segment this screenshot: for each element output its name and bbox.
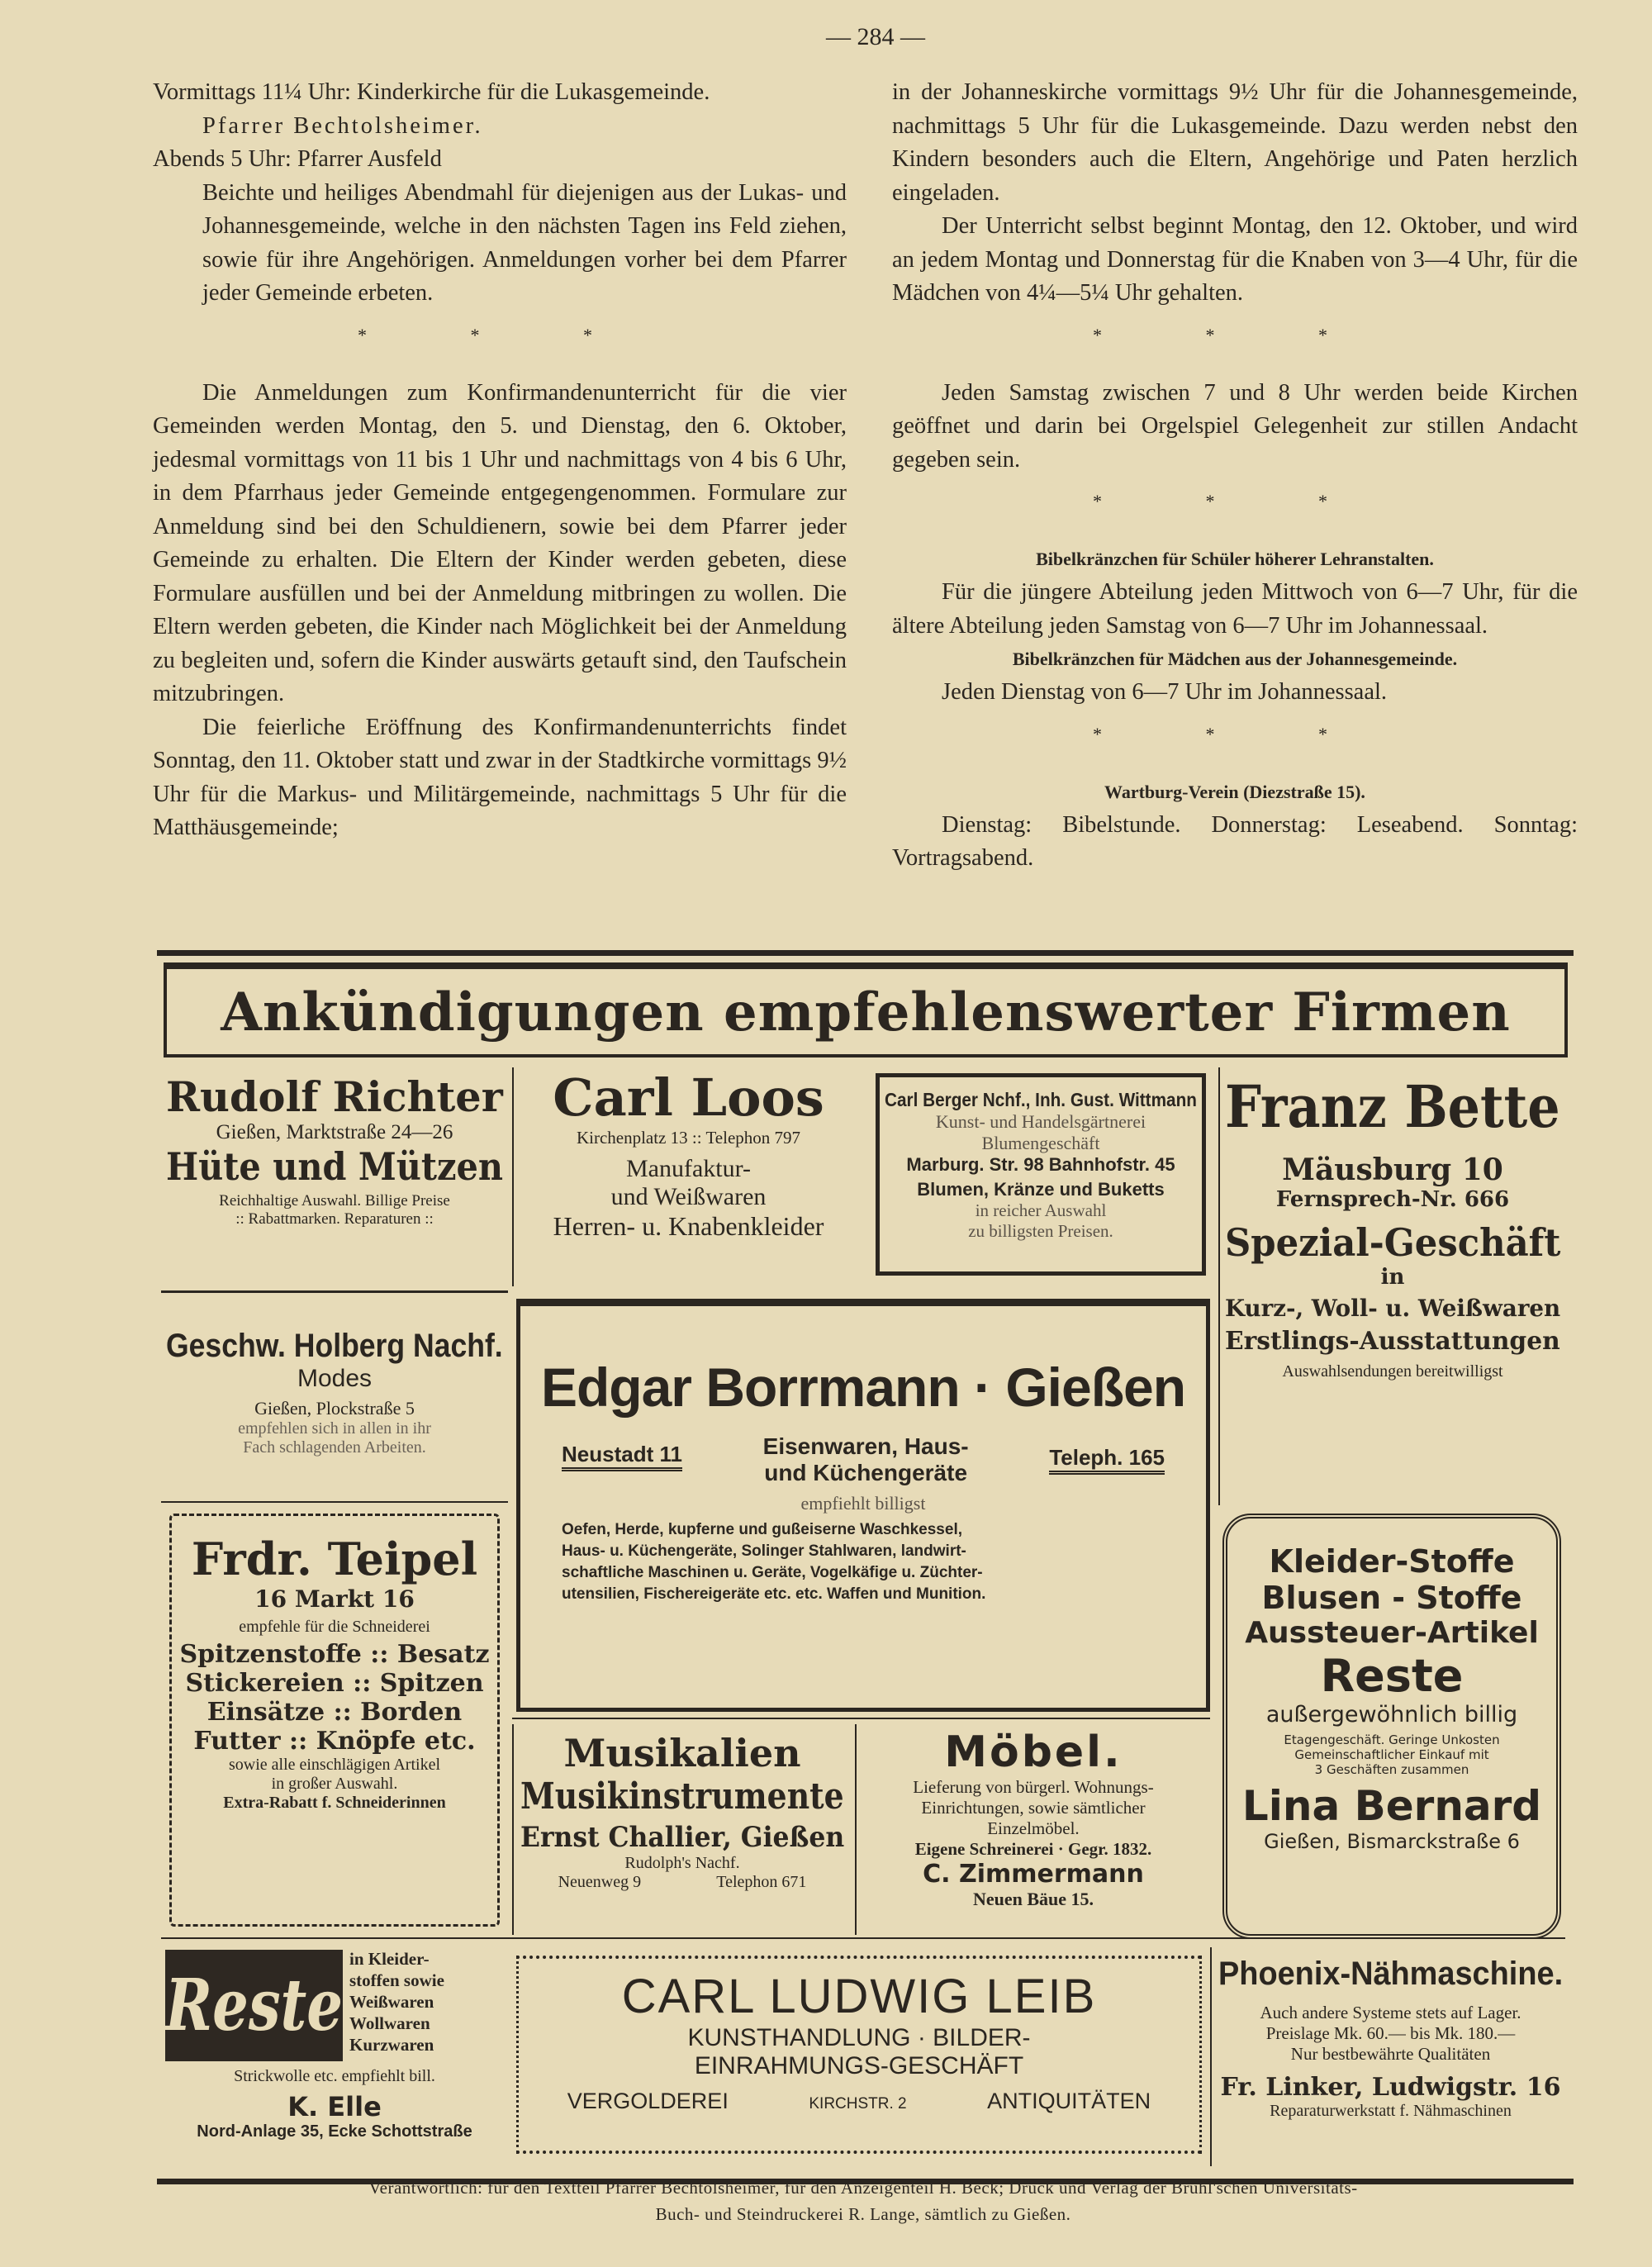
ad-phoenix-naehmaschine bbox=[1210, 1947, 1569, 2166]
ad-line: Nur bestbewährte Qualitäten bbox=[1290, 2044, 1491, 2064]
ad-edgar-borrmann bbox=[516, 1299, 1210, 1712]
reste-logo-text: Reste bbox=[165, 1964, 343, 2047]
section-heading: Bibelkränzchen für Schüler höherer Lehranstalten. bbox=[1036, 549, 1434, 569]
ad-line: VERGOLDEREI bbox=[567, 2089, 729, 2113]
ads-title: Ankündigungen empfehlenswerter Firmen bbox=[221, 981, 1511, 1043]
ad-line: C. Zimmermann bbox=[923, 1860, 1144, 1889]
advertisement-section bbox=[157, 950, 1574, 2184]
ad-line: Extra-Rabatt f. Schneiderinnen bbox=[223, 1794, 446, 1812]
paragraph: in der Johanneskirche vormittags 9½ Uhr für die Johannesgemeinde, nachmittags 5 Uhr für die Lukasgemeinde. Dazu werden nebst den Kindern besonders auch die Eltern, Angehörige und Paten herzlich eingeladen. bbox=[892, 79, 1578, 206]
ad-phone: Teleph. 165 bbox=[1049, 1445, 1165, 1475]
ad-line: Mäusburg 10 bbox=[1282, 1153, 1503, 1187]
ad-line: Spezial-Geschäft bbox=[1225, 1220, 1561, 1265]
paragraph: Jeden Samstag zwischen 7 und 8 Uhr werden beide Kirchen geöffnet und darin bei Orgelspiel Gelegenheit zur stillen Andacht gegeben sein. bbox=[892, 379, 1578, 473]
ad-line: Lieferung von bürgerl. Wohnungs- bbox=[913, 1777, 1154, 1797]
ad-line: Oefen, Herde, kupferne und gußeiserne Waschkessel, bbox=[562, 1521, 963, 1538]
ad-heading: Franz Bette bbox=[1225, 1072, 1560, 1141]
ad-line: Manufaktur- bbox=[625, 1155, 751, 1182]
imprint-line: Buch- und Steindruckerei R. Lange, sämtlich zu Gießen. bbox=[655, 2204, 1071, 2224]
paragraph: Jeden Dienstag von 6—7 Uhr im Johannessaal. bbox=[942, 679, 1388, 705]
divider bbox=[512, 1718, 1210, 1719]
ad-line: und Weißwaren bbox=[610, 1183, 767, 1210]
paragraph: Die feierliche Eröffnung des Konfirmandenunterrichts findet Sonntag, den 11. Oktober statt und zwar in der Stadtkirche vormittags 9½ Uhr für die Markus- und Militärgemeinde, nachmittags 5 Uhr für die Matthäusgemeinde; bbox=[153, 714, 847, 840]
ad-carl-loos bbox=[512, 1067, 863, 1286]
ad-line: EINRAHMUNGS-GESCHÄFT bbox=[694, 2052, 1024, 2079]
ad-line: Nord-Anlage 35, Ecke Schottstraße bbox=[197, 2122, 472, 2141]
right-column bbox=[892, 76, 1578, 876]
ad-line: Kurz-, Woll- u. Weißwaren bbox=[1225, 1295, 1561, 1322]
ad-line: :: Rabattmarken. Reparaturen :: bbox=[235, 1210, 434, 1228]
paragraph: Vormittags 11¼ Uhr: Kinderkirche für die Lukasgemeinde. bbox=[153, 79, 710, 105]
ad-heading: CARL LUDWIG LEIB bbox=[621, 1970, 1097, 2023]
ad-line: Kleider-Stoffe bbox=[1269, 1543, 1515, 1580]
ad-line: Kunst- und Handelsgärtnerei bbox=[935, 1111, 1146, 1132]
paragraph: Abends 5 Uhr: Pfarrer Ausfeld bbox=[153, 146, 442, 172]
ad-line: Auch andere Systeme stets auf Lager. bbox=[1260, 2003, 1521, 2022]
ad-line: Weißwaren bbox=[349, 1992, 434, 2012]
ad-line: Erstlings-Ausstattungen bbox=[1225, 1327, 1560, 1356]
ad-line: Musikinstrumente bbox=[520, 1775, 844, 1818]
separator-stars: * * * bbox=[1093, 324, 1377, 345]
paragraph: Pfarrer Bechtolsheimer. bbox=[202, 112, 483, 139]
ad-line: Einrichtungen, sowie sämtlicher bbox=[921, 1798, 1146, 1818]
ad-carl-ludwig-leib bbox=[516, 1956, 1202, 2154]
ad-geschw-holberg bbox=[161, 1303, 508, 1497]
ad-phone: Telephon 671 bbox=[716, 1873, 807, 1891]
ad-line: Einzelmöbel. bbox=[987, 1818, 1080, 1838]
ad-line: empfiehlt billigst bbox=[800, 1493, 926, 1514]
ad-heading: Rudolf Richter bbox=[166, 1072, 503, 1121]
ad-line: Kirchenplatz 13 :: Telephon 797 bbox=[576, 1128, 801, 1148]
ad-heading: Carl Berger Nchf., Inh. Gust. Wittmann bbox=[885, 1089, 1197, 1110]
ad-line: außergewöhnlich billig bbox=[1265, 1702, 1518, 1728]
ad-line: Stickereien :: Spitzen bbox=[185, 1669, 484, 1698]
ad-line: empfehlen sich in allen in ihr bbox=[238, 1419, 431, 1438]
reste-logo bbox=[165, 1950, 343, 2061]
ad-rudolf-richter bbox=[161, 1067, 508, 1286]
ad-line: Fr. Linker, Ludwigstr. 16 bbox=[1220, 2073, 1561, 2102]
ad-heading: Edgar Borrmann · Gießen bbox=[540, 1357, 1186, 1418]
ad-heading: Carl Loos bbox=[553, 1067, 824, 1128]
ad-heading: K. Elle bbox=[287, 2091, 382, 2122]
ad-line: ANTIQUITÄTEN bbox=[987, 2089, 1151, 2113]
ad-line: Haus- u. Küchengeräte, Solinger Stahlwaren, landwirt- bbox=[562, 1542, 966, 1560]
section-heading: Bibelkränzchen für Mädchen aus der Johannesgemeinde. bbox=[1012, 649, 1458, 669]
ad-line: und Küchengeräte bbox=[764, 1460, 968, 1485]
ad-line: stoffen sowie bbox=[349, 1970, 444, 1990]
separator-stars: * * * bbox=[1093, 491, 1377, 511]
ad-line: Futter :: Knöpfe etc. bbox=[193, 1727, 476, 1756]
ad-line: Fach schlagenden Arbeiten. bbox=[243, 1438, 426, 1457]
ad-heading: Musikalien bbox=[563, 1731, 801, 1775]
page-number: — 284 — bbox=[826, 23, 925, 50]
divider bbox=[161, 1501, 508, 1503]
imprint-line: Verantwortlich: für den Textteil Pfarrer Bechtolsheimer, für den Anzeigenteil H. Beck; Druck und Verlag der Brühl'schen Universitäts- bbox=[368, 2178, 1358, 2198]
paragraph: Dienstag: Bibelstunde. Donnerstag: Leseabend. Sonntag: Vortragsabend. bbox=[892, 811, 1578, 871]
ad-line: Spitzenstoffe :: Besatz bbox=[179, 1640, 490, 1669]
ad-address: KIRCHSTR. 2 bbox=[809, 2095, 907, 2113]
ad-line: Kurzwaren bbox=[349, 2035, 434, 2055]
ad-line: Neuen Bäue 15. bbox=[972, 1889, 1094, 1909]
ad-line: Gemeinschaftlicher Einkauf mit bbox=[1294, 1747, 1489, 1762]
ad-line: Ernst Challier, Gießen bbox=[520, 1821, 845, 1854]
ad-line: Blusen - Stoffe bbox=[1261, 1580, 1522, 1616]
section-heading: Wartburg-Verein (Diezstraße 15). bbox=[1104, 781, 1365, 802]
ad-line: Blumengeschäft bbox=[981, 1133, 1100, 1153]
ad-line: Etagengeschäft. Geringe Unkosten bbox=[1284, 1732, 1500, 1747]
ad-line: empfehle für die Schneiderei bbox=[239, 1618, 430, 1636]
ad-line: Rudolph's Nachf. bbox=[624, 1854, 740, 1872]
ad-line: in Kleider- bbox=[349, 1949, 430, 1969]
ad-heading: Lina Bernard bbox=[1241, 1782, 1542, 1830]
ads-title-banner bbox=[164, 962, 1568, 1057]
ad-k-elle bbox=[161, 1943, 508, 2166]
separator-stars: * * * bbox=[358, 324, 642, 345]
paragraph: Beichte und heiliges Abendmahl für diejenigen aus der Lukas- und Johannesgemeinde, welche in den nächsten Tagen ins Feld ziehen, sowie für ihre Angehörigen. Anmeldungen vorher bei dem Pfarrer jeder Gemeinde erbeten. bbox=[202, 179, 847, 306]
ad-line: Blumen, Kränze und Buketts bbox=[917, 1179, 1165, 1200]
ad-frdr-teipel bbox=[169, 1514, 500, 1927]
paragraph: Die Anmeldungen zum Konfirmandenunterricht für die vier Gemeinden werden Montag, den 5. und Dienstag, den 6. Oktober, jedesmal vormittags von 11 bis 1 Uhr und nachmittags von 4 bis 6 Uhr, in dem Pfarrhaus jeder Gemeinde entgegengenommen. Formulare zur Anmeldung sind bei den Schuldienern, sowie bei dem Pfarrer jeder Gemeinde zu erhalten. Die Eltern der Kinder werden gebeten, diese Formulare ausfüllen und bei der Anmeldung mitbringen zu wollen. Die Eltern werden gebeten, die Kinder nach Möglichkeit bei der Anmeldung zu begleiten und, sofern die Kinder auswärts getauft sind, den Taufschein mitzubringen. bbox=[153, 379, 847, 706]
paragraph: Der Unterricht selbst beginnt Montag, den 12. Oktober, und wird an jedem Montag und Donnerstag für die Knaben von 3—4 Uhr, für die Mädchen von 4¼—5¼ Uhr gehalten. bbox=[892, 213, 1578, 306]
ad-line: Strickwolle etc. empfiehlt bill. bbox=[234, 2067, 435, 2085]
ad-line: Gießen, Plockstraße 5 bbox=[254, 1398, 415, 1419]
ad-line: Marburg. Str. 98 Bahnhofstr. 45 bbox=[906, 1154, 1175, 1175]
ad-carl-berger bbox=[876, 1073, 1206, 1276]
ad-line: Fernsprech-Nr. 666 bbox=[1275, 1187, 1510, 1212]
separator-stars: * * * bbox=[1093, 723, 1377, 744]
ad-line: in großer Auswahl. bbox=[271, 1775, 398, 1793]
ad-line: schaftliche Maschinen u. Geräte, Vogelkäfige u. Züchter- bbox=[562, 1564, 983, 1581]
ad-line: Einsätze :: Borden bbox=[206, 1698, 463, 1727]
paragraph: Für die jüngere Abteilung jeden Mittwoch von 6—7 Uhr, für die ältere Abteilung jeden Samstag von 6—7 Uhr im Johannessaal. bbox=[892, 579, 1578, 639]
ad-heading: Geschw. Holberg Nachf. bbox=[166, 1328, 503, 1364]
divider bbox=[161, 1290, 508, 1293]
ad-line: Eisenwaren, Haus- bbox=[762, 1433, 969, 1459]
ad-heading: Phoenix-Nähmaschine. bbox=[1218, 1956, 1564, 1992]
ad-line: sowie alle einschlägigen Artikel bbox=[228, 1756, 441, 1774]
ad-line: Gießen, Marktstraße 24—26 bbox=[216, 1121, 453, 1143]
ad-line: Hüte und Mützen bbox=[166, 1144, 503, 1189]
ad-line: Auswahlsendungen bereitwilligst bbox=[1282, 1362, 1503, 1381]
ad-line: Gießen, Bismarckstraße 6 bbox=[1264, 1830, 1520, 1853]
ad-line: utensilien, Fischereigeräte etc. etc. Waffen und Munition. bbox=[562, 1585, 986, 1603]
ad-line: Preislage Mk. 60.— bis Mk. 180.— bbox=[1265, 2023, 1516, 2043]
ad-line: 16 Markt 16 bbox=[254, 1585, 415, 1613]
ad-line: Reparaturwerkstatt f. Nähmaschinen bbox=[1270, 2102, 1512, 2120]
ad-line: Modes bbox=[297, 1365, 373, 1392]
ad-c-zimmermann bbox=[855, 1724, 1210, 1935]
ad-line: Wollwaren bbox=[349, 2013, 430, 2033]
ad-line: 3 Geschäften zusammen bbox=[1314, 1762, 1469, 1777]
divider bbox=[161, 1937, 1565, 1939]
ad-line: zu billigsten Preisen. bbox=[968, 1221, 1113, 1241]
ad-ernst-challier bbox=[512, 1724, 851, 1935]
ad-line: in bbox=[1380, 1265, 1405, 1290]
ad-line: Herren- u. Knabenkleider bbox=[553, 1211, 824, 1241]
ad-franz-bette bbox=[1218, 1067, 1565, 1505]
ad-address: Neuenweg 9 bbox=[558, 1873, 642, 1891]
ad-line: Reichhaltige Auswahl. Billige Preise bbox=[219, 1192, 450, 1210]
ad-line: Reste bbox=[1320, 1650, 1464, 1702]
ad-heading: Möbel. bbox=[944, 1728, 1123, 1777]
ad-line: KUNSTHANDLUNG · BILDER- bbox=[687, 2024, 1031, 2051]
footer-imprint bbox=[153, 2174, 1574, 2227]
ad-line: in reicher Auswahl bbox=[975, 1200, 1107, 1220]
ad-heading: Frdr. Teipel bbox=[191, 1533, 478, 1585]
ad-address: Neustadt 11 bbox=[562, 1442, 682, 1471]
left-column bbox=[153, 76, 847, 845]
ad-lina-bernard bbox=[1222, 1514, 1561, 1939]
ad-line: Aussteuer-Artikel bbox=[1245, 1616, 1539, 1650]
ad-line: Eigene Schreinerei · Gegr. 1832. bbox=[914, 1839, 1152, 1859]
